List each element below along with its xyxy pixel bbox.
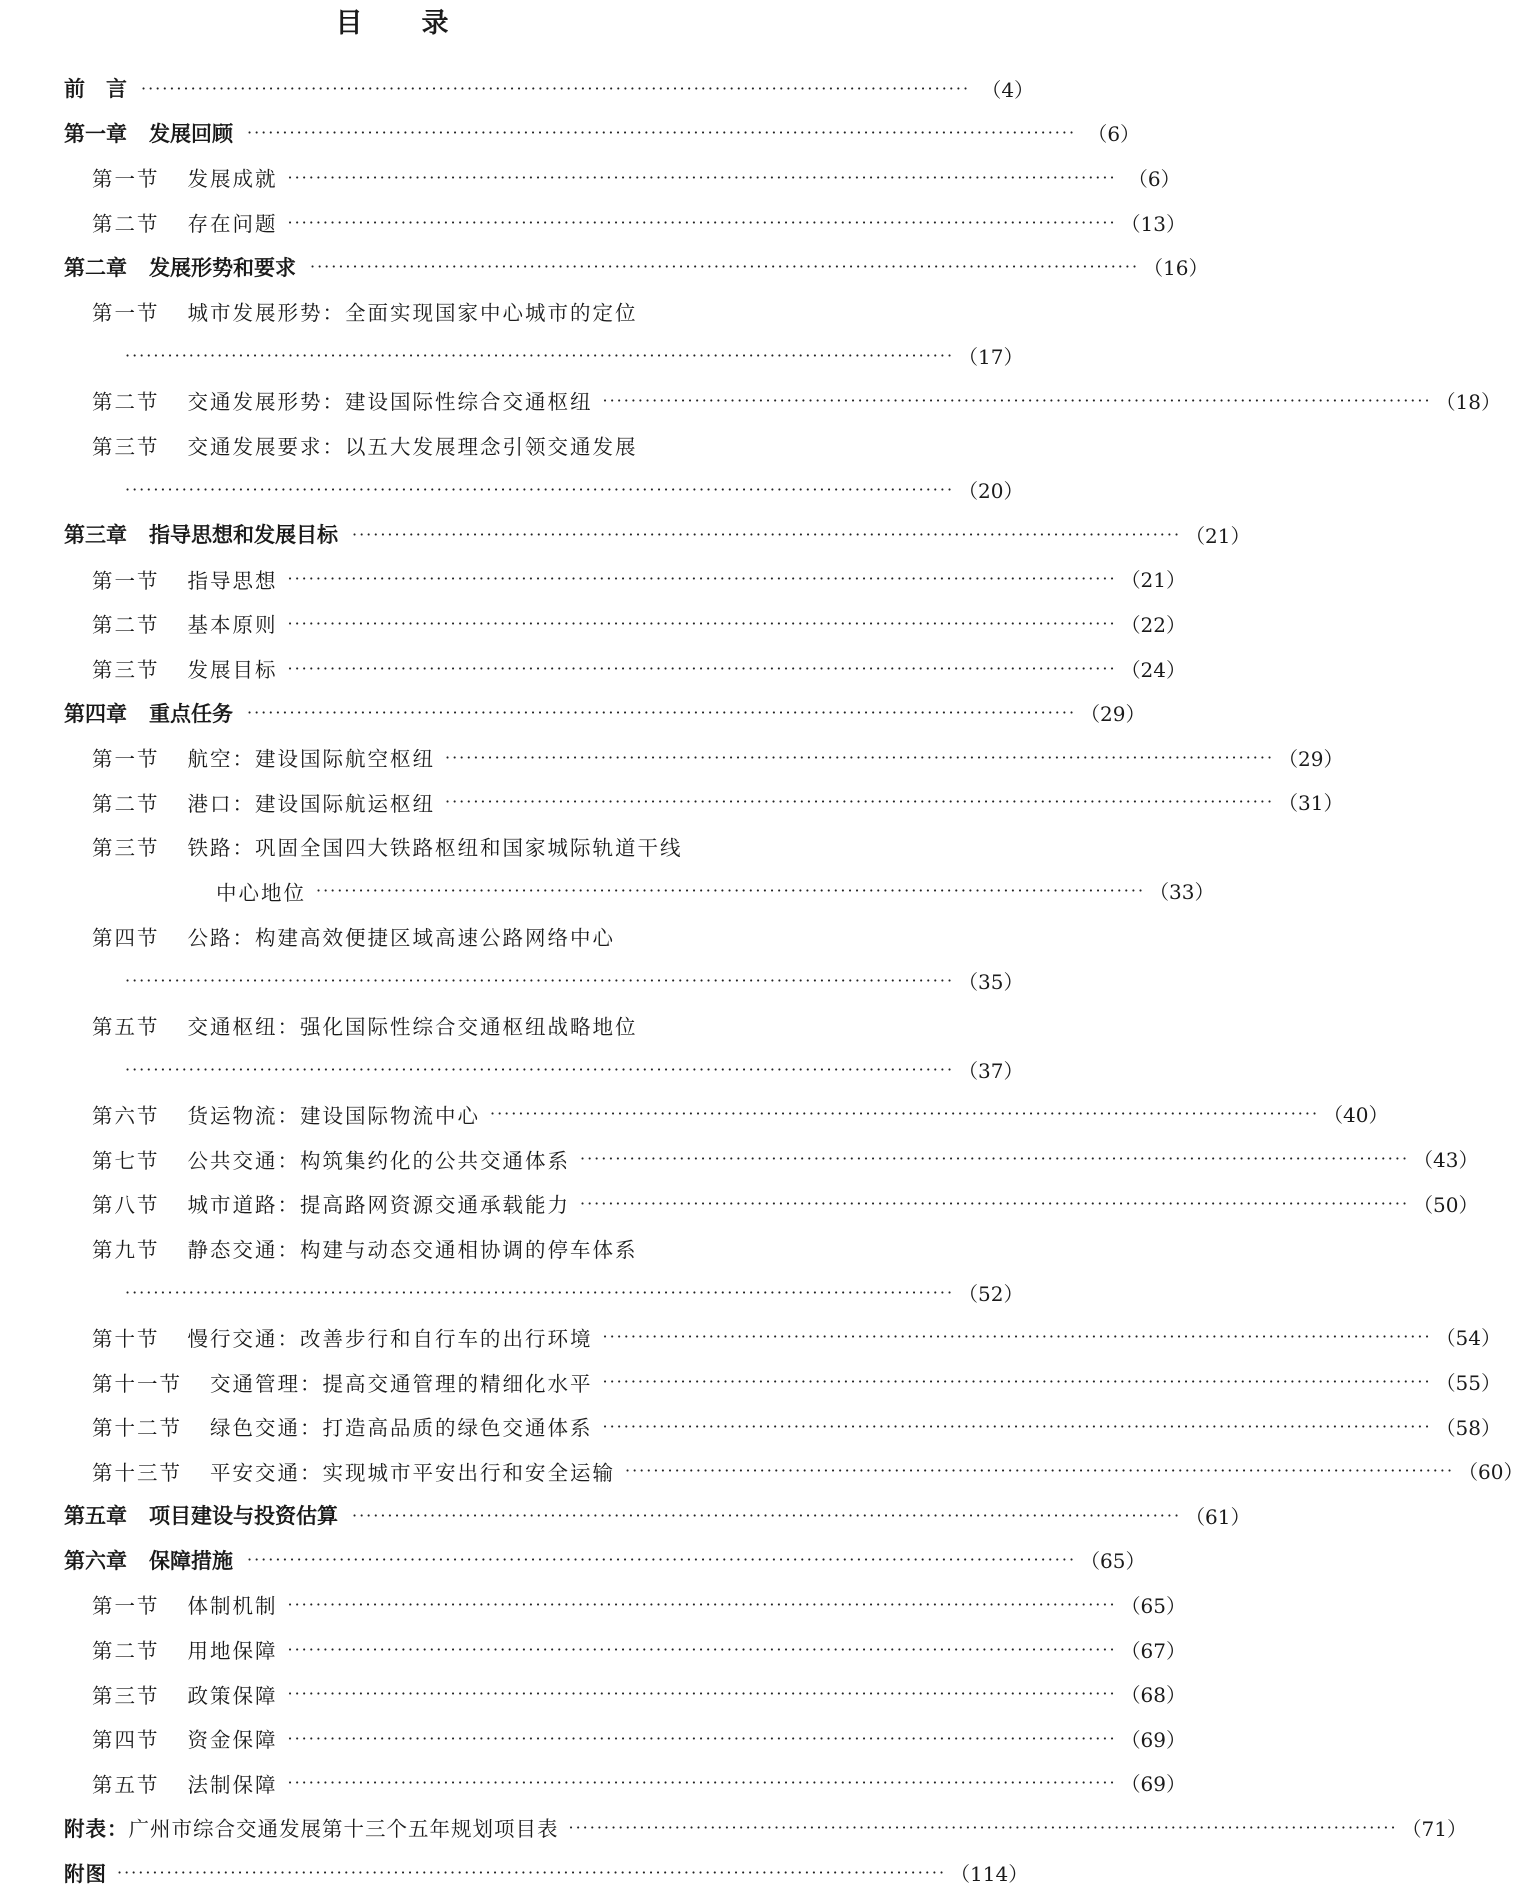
toc-entry[interactable]	[0, 1092, 1389, 1137]
toc-entry-title: 城市发展形势：全面实现国家中心城市的定位	[187, 301, 638, 326]
toc-entry-label: 第二节	[92, 791, 160, 816]
dot-leader: ·····················································································································	[287, 1684, 1117, 1704]
toc-entry-label: 第五节	[92, 1014, 160, 1039]
toc-entry-page: （22）	[1120, 612, 1187, 637]
dot-leader: ·····················································································································	[125, 970, 955, 990]
toc-entry-label: 第二节	[92, 613, 160, 638]
dot-leader: ·····················································································································	[568, 1817, 1398, 1837]
toc-entry[interactable]	[0, 1404, 1502, 1449]
toc-entry[interactable]	[0, 289, 800, 334]
dot-leader: ·····················································································································	[125, 346, 955, 366]
toc-entry-label: 第十二节	[92, 1416, 182, 1441]
toc-entry-page: （29）	[1278, 746, 1344, 771]
dot-leader: ·····················································································································	[287, 167, 1117, 187]
toc-entry-label: 第一节	[92, 568, 160, 593]
toc-entry-page: （69）	[1120, 1727, 1187, 1752]
toc-entry[interactable]	[0, 824, 800, 869]
toc-entry[interactable]	[0, 1002, 800, 1047]
toc-entry-label: 第一节	[92, 301, 160, 326]
toc-entry-label: 第八节	[92, 1193, 160, 1218]
toc-entry-page: （4）	[981, 77, 1035, 102]
toc-entry-label: 第六节	[92, 1103, 160, 1128]
toc-entry-page: （6）	[1127, 166, 1181, 191]
toc-entry-title: 政策保障	[187, 1683, 278, 1708]
toc-entry-title: 交通发展形势：建设国际性综合交通枢纽	[187, 390, 593, 415]
toc-entry-page: （13）	[1120, 211, 1187, 236]
toc-entry-page: （55）	[1435, 1371, 1502, 1396]
toc-entry-page: （40）	[1323, 1103, 1389, 1128]
toc-entry-label: 第三节	[92, 435, 160, 460]
dot-leader: ·····················································································································	[141, 78, 971, 98]
toc-entry-page: （21）	[1120, 568, 1187, 593]
toc-entry[interactable]	[0, 1627, 1187, 1672]
toc-entry-label: 第十节	[92, 1326, 160, 1351]
toc-entry-title: 交通发展要求：以五大发展理念引领交通发展	[187, 435, 638, 460]
dot-leader: ·····················································································································	[287, 613, 1117, 633]
dot-leader: ·····················································································································	[352, 1505, 1182, 1525]
toc-entry-page: （20）	[958, 479, 1024, 504]
toc-entry-page: （60）	[1458, 1460, 1524, 1485]
toc-entry[interactable]	[0, 1270, 1024, 1315]
toc-entry[interactable]	[0, 780, 1344, 825]
toc-entry-page: （24）	[1120, 657, 1187, 682]
dot-leader: ·····················································································································	[287, 1728, 1117, 1748]
toc-entry[interactable]	[0, 1850, 1029, 1894]
toc-entry[interactable]	[0, 1181, 1479, 1226]
toc-entry-page: （114）	[950, 1861, 1029, 1886]
toc-entry-title: 交通枢纽：强化国际性综合交通枢纽战略地位	[187, 1014, 638, 1039]
toc-entry-page: （54）	[1435, 1326, 1502, 1351]
toc-entry-title: 静态交通：构建与动态交通相协调的停车体系	[187, 1237, 638, 1262]
dot-leader: ·····················································································································	[310, 257, 1140, 277]
toc-entry-label: 第一节	[92, 167, 160, 192]
dot-leader: ·····················································································································	[287, 569, 1117, 589]
dot-leader: ·····················································································································	[602, 390, 1432, 410]
toc-entry-label: 第九节	[92, 1237, 160, 1262]
toc-entry-page: （33）	[1149, 880, 1215, 905]
toc-entry-page: （31）	[1278, 791, 1344, 816]
toc-entry-page: （68）	[1120, 1683, 1187, 1708]
toc-entry-page: （52）	[958, 1281, 1024, 1306]
toc-entry-page: （37）	[958, 1058, 1024, 1083]
toc-entry-label: 前 言	[64, 77, 127, 102]
toc-entry[interactable]	[0, 334, 1024, 379]
toc-entry-title: 货运物流：建设国际物流中心	[187, 1103, 480, 1128]
dot-leader: ·····················································································································	[247, 123, 1077, 143]
toc-entry-title: 指导思想和发展目标	[149, 523, 338, 548]
toc-entry-label: 第三节	[92, 1683, 160, 1708]
dot-leader: ·····················································································································	[117, 1862, 947, 1882]
toc-entry-page: （6）	[1087, 122, 1141, 147]
toc-entry-title: 重点任务	[149, 701, 233, 726]
toc-entry-label: 第三节	[92, 658, 160, 683]
toc-entry-title: 体制机制	[187, 1594, 278, 1619]
toc-entry-label: 第十一节	[92, 1371, 182, 1396]
toc-entry-title: 发展目标	[187, 658, 278, 683]
toc-entry-title: 港口：建设国际航运枢纽	[187, 791, 435, 816]
dot-leader: ·····················································································································	[287, 1594, 1117, 1614]
toc-entry-title: 交通管理：提高交通管理的精细化水平	[210, 1371, 593, 1396]
toc-entry[interactable]	[0, 378, 1502, 423]
toc-entry[interactable]	[0, 1047, 1024, 1092]
dot-leader: ·····················································································································	[247, 703, 1077, 723]
toc-entry-label: 第十三节	[92, 1460, 182, 1485]
toc-entry[interactable]	[0, 1805, 1468, 1850]
toc-entry[interactable]	[0, 690, 1146, 735]
dot-leader: ·····················································································································	[602, 1372, 1432, 1392]
dot-leader: ·····················································································································	[445, 747, 1275, 767]
toc-entry-page: （67）	[1120, 1638, 1187, 1663]
dot-leader: ·····················································································································	[125, 480, 955, 500]
dot-leader: ·····················································································································	[125, 1282, 955, 1302]
page-title: 目 录	[335, 8, 465, 39]
toc-entry-page: （35）	[958, 969, 1024, 994]
toc-entry-label: 第六章	[64, 1548, 127, 1573]
toc-entry-title: 航空：建设国际航空枢纽	[187, 747, 435, 772]
toc-entry-label: 第一章	[64, 121, 127, 146]
toc-entry[interactable]	[0, 1582, 1187, 1627]
toc-entry-page: （43）	[1413, 1148, 1479, 1173]
toc-entry-title: 公共交通：构筑集约化的公共交通体系	[187, 1148, 570, 1173]
toc-entry-label: 第四节	[92, 1728, 160, 1753]
toc-entry-page: （69）	[1120, 1772, 1187, 1797]
toc-entry[interactable]	[0, 1136, 1479, 1181]
toc-entry-label: 第三节	[92, 836, 160, 861]
toc-entry-label: 第七节	[92, 1148, 160, 1173]
toc-entry[interactable]	[0, 467, 1024, 512]
toc-entry-page: （61）	[1185, 1504, 1251, 1529]
toc-entry-label: 第四节	[92, 925, 160, 950]
dot-leader: ·····················································································································	[287, 1773, 1117, 1793]
toc-entry[interactable]	[0, 557, 1187, 602]
toc-entry-label: 第二章	[64, 255, 127, 280]
toc-entry[interactable]	[0, 155, 1181, 200]
toc-entry-title: 用地保障	[187, 1639, 278, 1664]
toc-entry[interactable]	[0, 512, 1251, 557]
toc-entry[interactable]	[0, 1225, 800, 1270]
toc-entry-label: 第五章	[64, 1504, 127, 1529]
toc-entry-label: 第一节	[92, 1594, 160, 1619]
toc-entry[interactable]	[0, 958, 1024, 1003]
toc-entry-title: 保障措施	[149, 1548, 233, 1573]
toc-list	[0, 66, 1524, 1894]
toc-entry-label: 第五节	[92, 1772, 160, 1797]
toc-entry[interactable]	[0, 200, 1187, 245]
toc-entry-title: 指导思想	[187, 568, 278, 593]
toc-entry-title: 铁路：巩固全国四大铁路枢纽和国家城际轨道干线	[187, 836, 683, 861]
dot-leader: ·····················································································································	[580, 1149, 1410, 1169]
dot-leader: ·····················································································································	[287, 212, 1117, 232]
toc-entry[interactable]	[0, 601, 1187, 646]
toc-entry-page: （18）	[1435, 389, 1502, 414]
toc-entry-page: （71）	[1401, 1816, 1468, 1841]
dot-leader: ·····················································································································	[352, 524, 1182, 544]
dot-leader: ·····················································································································	[287, 658, 1117, 678]
dot-leader: ·····················································································································	[247, 1550, 1077, 1570]
toc-entry-title: 发展成就	[187, 167, 278, 192]
toc-entry[interactable]	[0, 646, 1187, 691]
toc-entry-title: 慢行交通：改善步行和自行车的出行环境	[187, 1326, 593, 1351]
toc-entry[interactable]	[0, 1448, 1524, 1493]
dot-leader: ·····················································································································	[625, 1461, 1455, 1481]
toc-entry-page: （21）	[1185, 523, 1251, 548]
toc-entry-label: 第一节	[92, 747, 160, 772]
dot-leader: ·····················································································································	[125, 1059, 955, 1079]
toc-entry-title: 存在问题	[187, 212, 278, 237]
toc-entry[interactable]	[0, 869, 1215, 914]
dot-leader: ·····················································································································	[445, 792, 1275, 812]
toc-entry-label: 附表：	[64, 1817, 129, 1842]
toc-entry-label: 第三章	[64, 523, 127, 548]
dot-leader: ·····················································································································	[287, 1639, 1117, 1659]
toc-entry-page: （29）	[1080, 702, 1146, 727]
toc-entry[interactable]	[0, 1761, 1187, 1806]
toc-entry-title: 发展回顾	[149, 121, 233, 146]
toc-entry-label: 附图	[64, 1862, 107, 1887]
toc-entry-page: （17）	[958, 345, 1024, 370]
toc-entry-title: 法制保障	[187, 1772, 278, 1797]
toc-entry-title: 中心地位	[216, 880, 306, 905]
toc-entry-label: 第二节	[92, 212, 160, 237]
toc-entry[interactable]	[0, 1493, 1251, 1538]
toc-entry-label: 第二节	[92, 1639, 160, 1664]
toc-entry[interactable]	[0, 735, 1344, 780]
toc-entry-title: 广州市综合交通发展第十三个五年规划项目表	[128, 1817, 559, 1842]
toc-entry-page: （65）	[1080, 1549, 1146, 1574]
dot-leader: ·····················································································································	[602, 1416, 1432, 1436]
toc-entry[interactable]	[0, 1538, 1146, 1583]
toc-entry-title: 平安交通：实现城市平安出行和安全运输	[210, 1460, 615, 1485]
toc-entry-title: 基本原则	[187, 613, 278, 638]
toc-entry-page: （58）	[1435, 1415, 1502, 1440]
dot-leader: ·····················································································································	[490, 1104, 1320, 1124]
toc-entry-label: 第二节	[92, 390, 160, 415]
dot-leader: ·····················································································································	[602, 1327, 1432, 1347]
toc-entry[interactable]	[0, 1315, 1502, 1360]
toc-entry-page: （50）	[1413, 1192, 1479, 1217]
toc-entry-title: 资金保障	[187, 1728, 278, 1753]
dot-leader: ·····················································································································	[580, 1193, 1410, 1213]
toc-entry-title: 公路：构建高效便捷区域高速公路网络中心	[187, 925, 615, 950]
toc-entry-title: 发展形势和要求	[149, 255, 296, 280]
toc-entry[interactable]	[0, 1671, 1187, 1716]
toc-entry-title: 项目建设与投资估算	[149, 1504, 338, 1529]
dot-leader: ·····················································································································	[316, 881, 1146, 901]
toc-entry-label: 第四章	[64, 701, 127, 726]
toc-entry-title: 城市道路：提高路网资源交通承载能力	[187, 1193, 570, 1218]
toc-entry[interactable]	[0, 1716, 1187, 1761]
toc-entry[interactable]	[0, 913, 800, 958]
toc-entry[interactable]	[0, 111, 1141, 156]
toc-entry-title: 绿色交通：打造高品质的绿色交通体系	[210, 1416, 593, 1441]
toc-entry[interactable]	[0, 1359, 1502, 1404]
toc-entry[interactable]	[0, 244, 1209, 289]
toc-entry[interactable]	[0, 423, 800, 468]
toc-entry-page: （65）	[1120, 1593, 1187, 1618]
toc-entry[interactable]	[0, 66, 1035, 111]
toc-entry-page: （16）	[1143, 256, 1209, 281]
